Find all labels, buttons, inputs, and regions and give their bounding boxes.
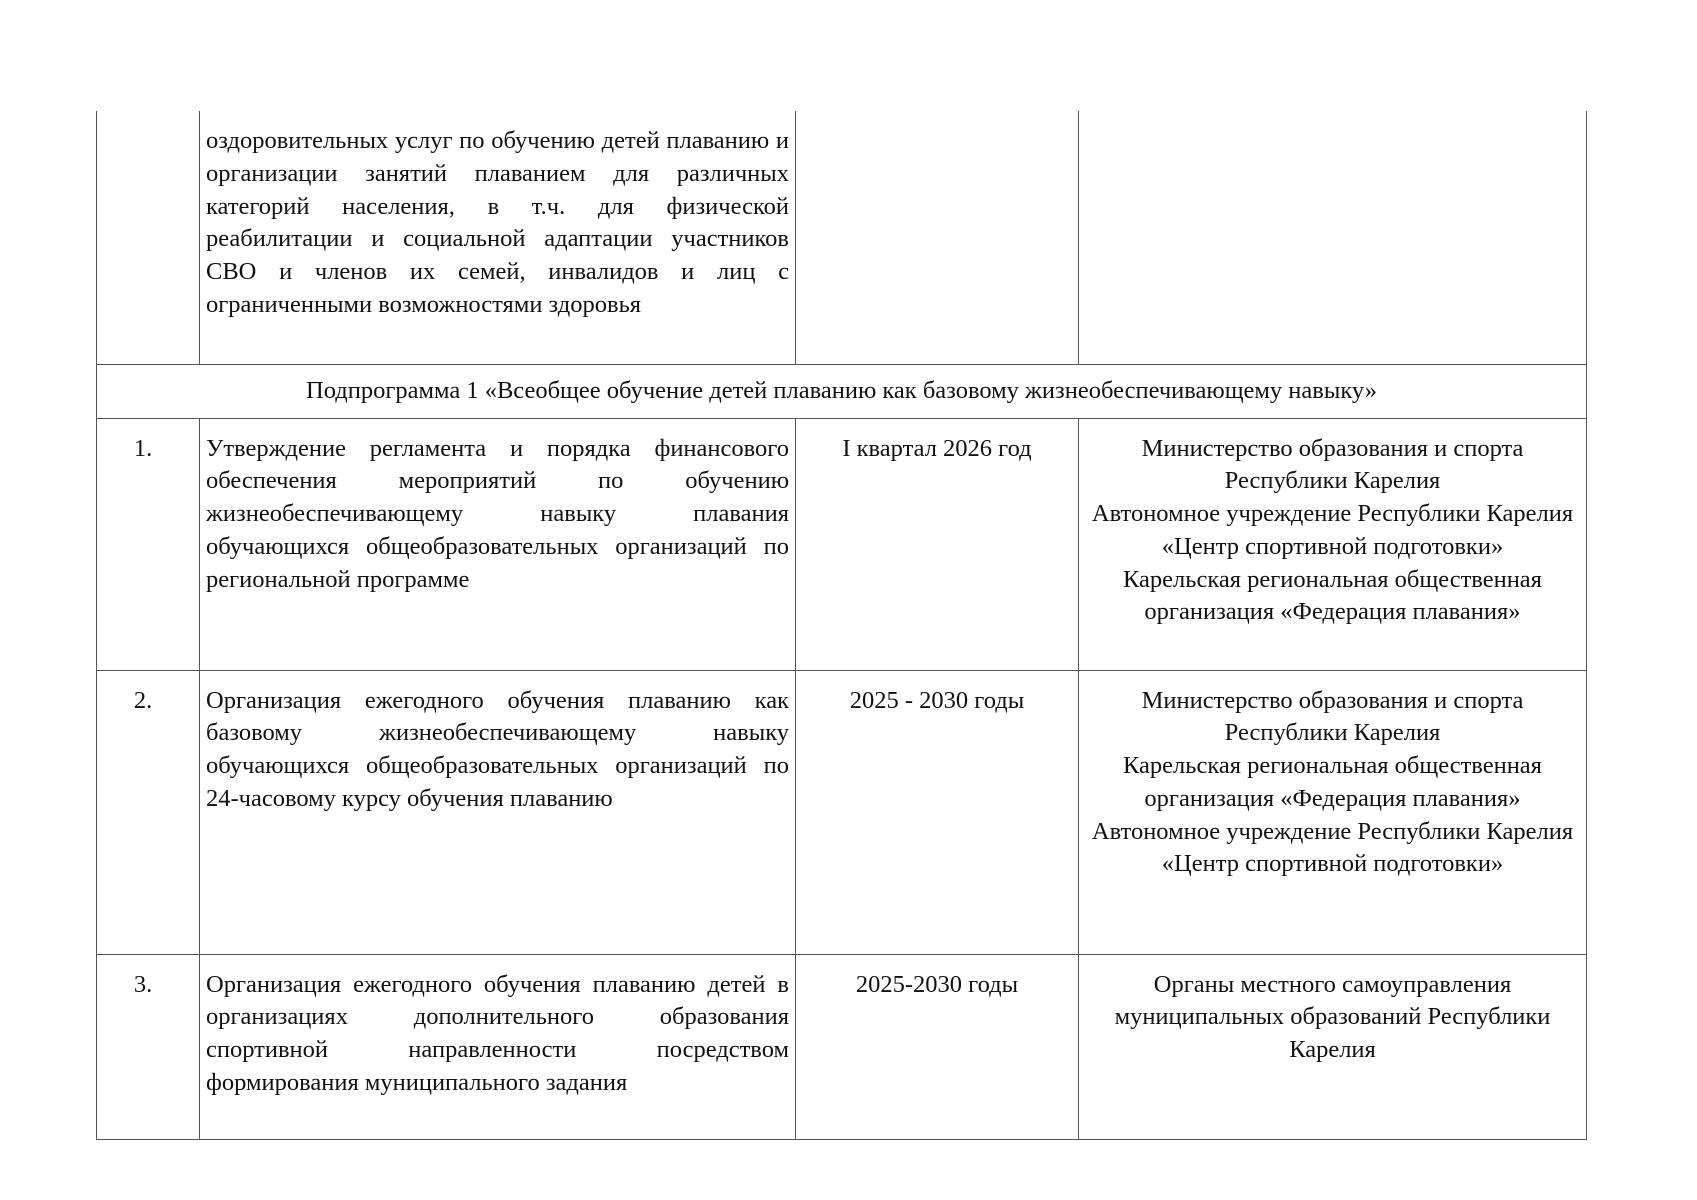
responsible-org: Карельская региональная общественная организация «Федерация плавания» [1123, 752, 1542, 812]
responsible-cell [1079, 670, 1587, 954]
table-row [97, 418, 1587, 670]
responsible-cell [1079, 954, 1587, 1139]
subprogram-row [97, 364, 1587, 418]
row-number: 1. [97, 418, 200, 670]
responsible-cell [1079, 418, 1587, 670]
row-number: 3. [97, 954, 200, 1139]
num-cell [97, 111, 200, 364]
description-cell: Организация ежегодного обучения плаванию детей в организациях дополнительного образования спортивной направленности посредством формирования муниципального задания [200, 954, 796, 1139]
responsible-org: Министерство образования и спорта Республики Карелия [1141, 686, 1524, 747]
subprogram-title: Подпрограмма 1 «Всеобщее обучение детей плаванию как базовому жизнеобеспечивающему навыку» [97, 364, 1587, 418]
responsible-org: Органы местного самоуправления муниципальных образований Республики Карелия [1114, 970, 1551, 1064]
term-cell [796, 111, 1079, 364]
responsible-org: Автономное учреждение Республики Карелия «Центр спортивной подготовки» [1091, 500, 1574, 560]
description-cell [200, 111, 796, 364]
table-row [97, 670, 1587, 954]
description-cell: Утверждение регламента и порядка финансового обеспечения мероприятий по обучению жизнеобеспечивающему навыку плавания обучающихся общеобразовательных организаций по региональной программе [200, 418, 796, 670]
description-cell: Организация ежегодного обучения плаванию как базовому жизнеобеспечивающему навыку обучающихся общеобразовательных организаций по 24-часовому курсу обучения плаванию [200, 670, 796, 954]
responsible-org: Карельская региональная общественная организация «Федерация плавания» [1123, 565, 1542, 626]
term-cell: I квартал 2026 год [796, 418, 1079, 670]
term-cell: 2025 - 2030 годы [796, 670, 1079, 954]
responsible-org: Автономное учреждение Республики Карелия «Центр спортивной подготовки» [1091, 817, 1574, 878]
responsible-org: Министерство образования и спорта Республики Карелия [1141, 434, 1524, 495]
responsible-cell [1079, 111, 1587, 364]
term-cell: 2025-2030 годы [796, 954, 1079, 1139]
row-number: 2. [97, 670, 200, 954]
table-row [97, 111, 1587, 364]
measures-table [96, 111, 1587, 1140]
table-row [97, 954, 1587, 1139]
description-text: оздоровительных услуг по обучению детей плаванию и организации занятий плаванием для различных категорий населения, в т.ч. для физической реабилитации и социальной адаптации участников СВО и членов их семей, инвалидов и лиц с ограниченными возможностями здоровья [206, 127, 789, 318]
